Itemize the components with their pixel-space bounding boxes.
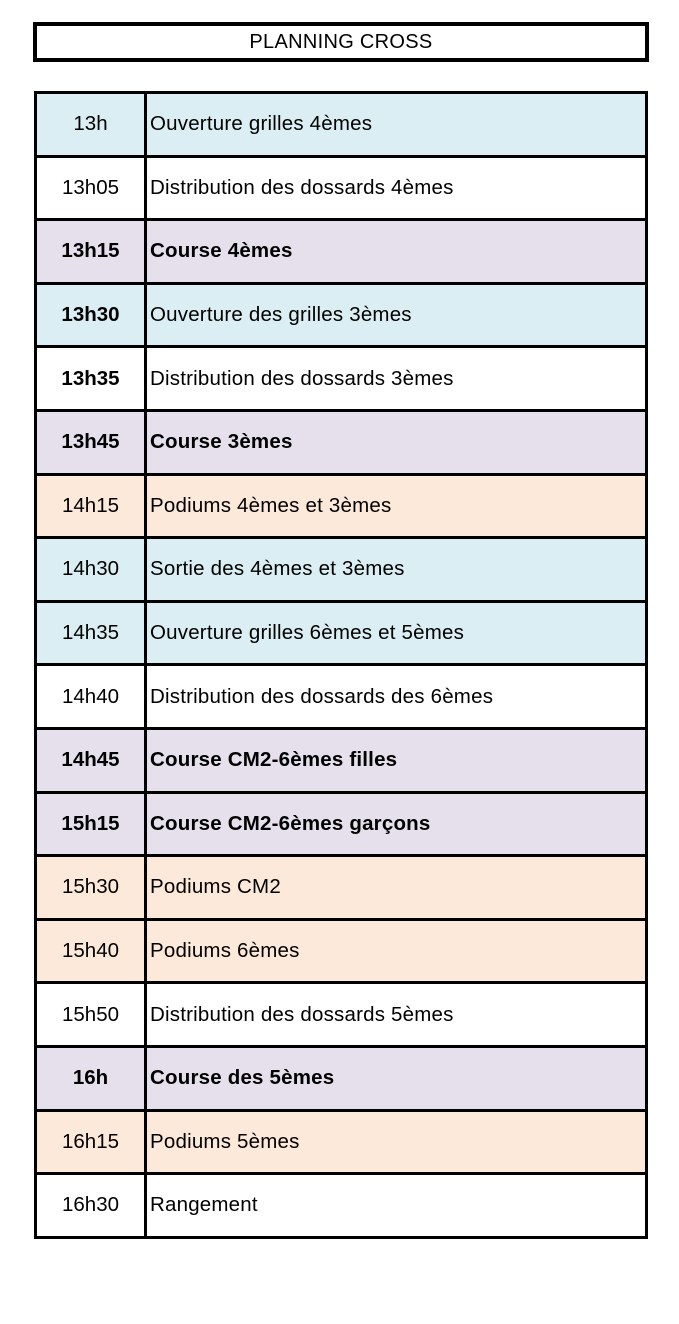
schedule-table [34,91,648,1239]
schedule-event: Distribution des dossards 5èmes [146,983,647,1047]
schedule-event: Ouverture des grilles 3èmes [146,283,647,347]
schedule-row [36,1174,647,1238]
schedule-time: 14h30 [36,538,146,602]
schedule-row [36,792,647,856]
schedule-row [36,601,647,665]
schedule-row [36,1110,647,1174]
schedule-event: Distribution des dossards 4èmes [146,156,647,220]
schedule-row [36,919,647,983]
schedule-body [36,93,647,1238]
schedule-row [36,410,647,474]
schedule-event: Podiums 6èmes [146,919,647,983]
schedule-event: Course 4èmes [146,220,647,284]
schedule-time: 13h05 [36,156,146,220]
schedule-time: 13h15 [36,220,146,284]
schedule-row [36,983,647,1047]
schedule-event: Podiums 4èmes et 3èmes [146,474,647,538]
schedule-time: 15h15 [36,792,146,856]
schedule-event: Course CM2-6èmes garçons [146,792,647,856]
schedule-event: Course CM2-6èmes filles [146,728,647,792]
schedule-row [36,665,647,729]
schedule-event: Course 3èmes [146,410,647,474]
schedule-row [36,93,647,157]
schedule-row [36,283,647,347]
schedule-time: 14h35 [36,601,146,665]
schedule-row [36,538,647,602]
schedule-event: Distribution des dossards des 6èmes [146,665,647,729]
schedule-event: Sortie des 4èmes et 3èmes [146,538,647,602]
schedule-time: 15h40 [36,919,146,983]
schedule-time: 13h [36,93,146,157]
schedule-time: 15h30 [36,856,146,920]
schedule-time: 13h35 [36,347,146,411]
schedule-event: Ouverture grilles 4èmes [146,93,647,157]
schedule-event: Podiums 5èmes [146,1110,647,1174]
schedule-time: 13h45 [36,410,146,474]
schedule-time: 14h15 [36,474,146,538]
schedule-row [36,347,647,411]
schedule-time: 15h50 [36,983,146,1047]
schedule-event: Rangement [146,1174,647,1238]
schedule-event: Ouverture grilles 6èmes et 5èmes [146,601,647,665]
schedule-event: Podiums CM2 [146,856,647,920]
schedule-time: 16h30 [36,1174,146,1238]
schedule-time: 16h [36,1046,146,1110]
schedule-time: 14h40 [36,665,146,729]
page-title: PLANNING CROSS [33,22,649,62]
schedule-row [36,156,647,220]
schedule-event: Distribution des dossards 3èmes [146,347,647,411]
schedule-time: 14h45 [36,728,146,792]
schedule-time: 16h15 [36,1110,146,1174]
schedule-event: Course des 5èmes [146,1046,647,1110]
schedule-row [36,1046,647,1110]
schedule-row [36,474,647,538]
schedule-time: 13h30 [36,283,146,347]
schedule-row [36,728,647,792]
schedule-row [36,856,647,920]
schedule-row [36,220,647,284]
